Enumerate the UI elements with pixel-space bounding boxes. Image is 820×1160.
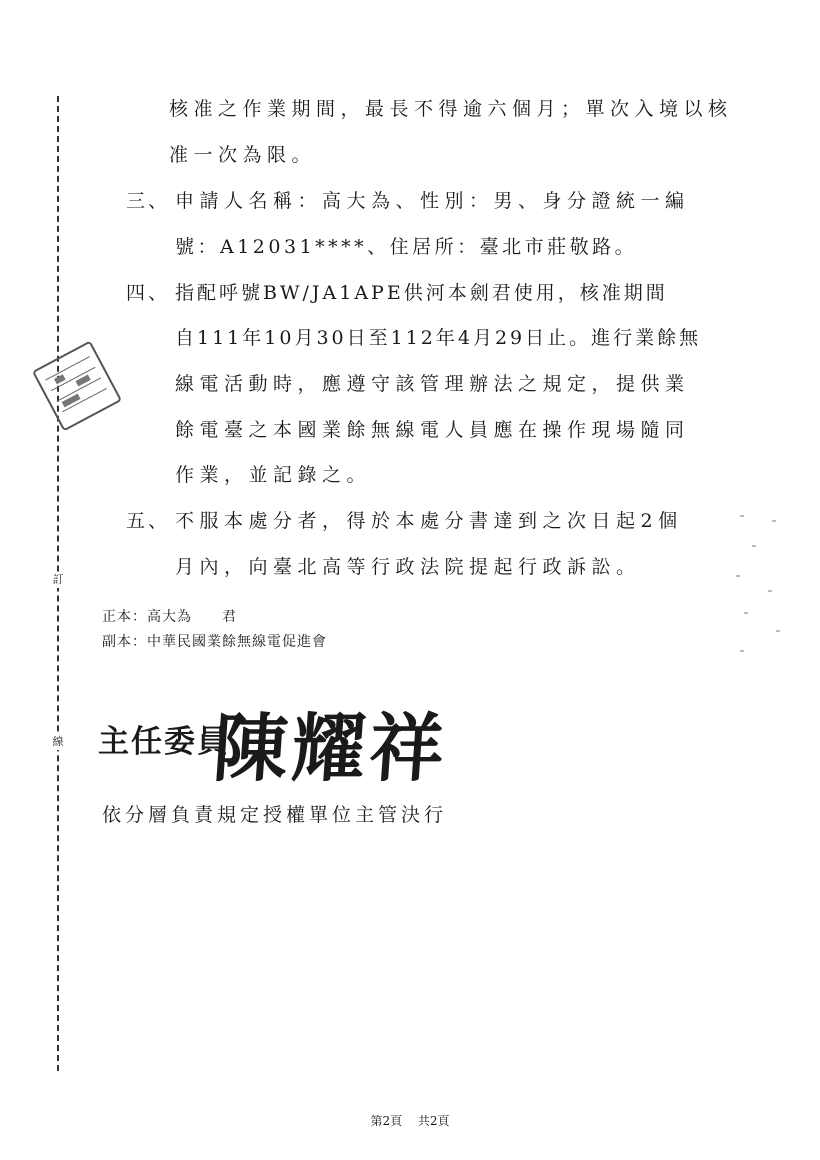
body-line: 線電活動時，應遵守該管理辦法之規定，提供業	[175, 373, 690, 395]
scan-speck	[768, 590, 772, 592]
body-line: 准一次為限。	[169, 144, 317, 166]
scan-speck	[740, 515, 744, 517]
signature-name: 陳耀祥	[210, 706, 451, 792]
copy-recipient: 副本：中華民國業餘無線電促進會	[102, 634, 327, 650]
body-line: 指配呼號BW/JA1APE供河本劍君使用，核准期間	[175, 282, 668, 304]
page-total: 共2頁	[417, 1114, 450, 1128]
body-line: 餘電臺之本國業餘無線電人員應在操作現場隨同	[175, 419, 690, 441]
scan-speck	[744, 612, 748, 614]
page-footer	[0, 1112, 820, 1129]
stamp-graphic	[35, 343, 120, 429]
body-line: 作業，並記錄之。	[175, 464, 372, 486]
body-line: 號：A12031****、住居所：臺北市莊敬路。	[175, 236, 638, 258]
item-marker: 四、	[126, 282, 171, 304]
body-line: 自111年10月30日至112年4月29日止。進行業餘無	[175, 327, 702, 349]
authorization-note: 依分層負責規定授權單位主管決行	[102, 804, 448, 826]
body-line: 申請人名稱：高大為、性別：男、身分證統一編	[175, 190, 690, 212]
original-recipient: 正本：高大為 君	[102, 609, 237, 625]
scan-speck	[776, 630, 780, 632]
scan-speck	[772, 520, 776, 522]
scan-speck	[752, 545, 756, 547]
scan-speck	[740, 650, 744, 652]
binding-mark-ding: 訂	[50, 572, 66, 588]
body-line: 月內，向臺北高等行政法院提起行政訴訟。	[175, 556, 641, 578]
item-marker: 五、	[126, 510, 171, 532]
item-marker: 三、	[126, 190, 171, 212]
scan-speck	[736, 575, 740, 577]
body-line: 不服本處分者，得於本處分書達到之次日起2個	[175, 510, 683, 532]
body-line: 核准之作業期間，最長不得逾六個月；單次入境以核	[169, 98, 733, 120]
receipt-stamp	[32, 340, 122, 431]
signature-title: 主任委員	[98, 724, 230, 760]
page-number: 第2頁	[370, 1114, 403, 1128]
binding-mark-xian: 線	[50, 734, 66, 750]
